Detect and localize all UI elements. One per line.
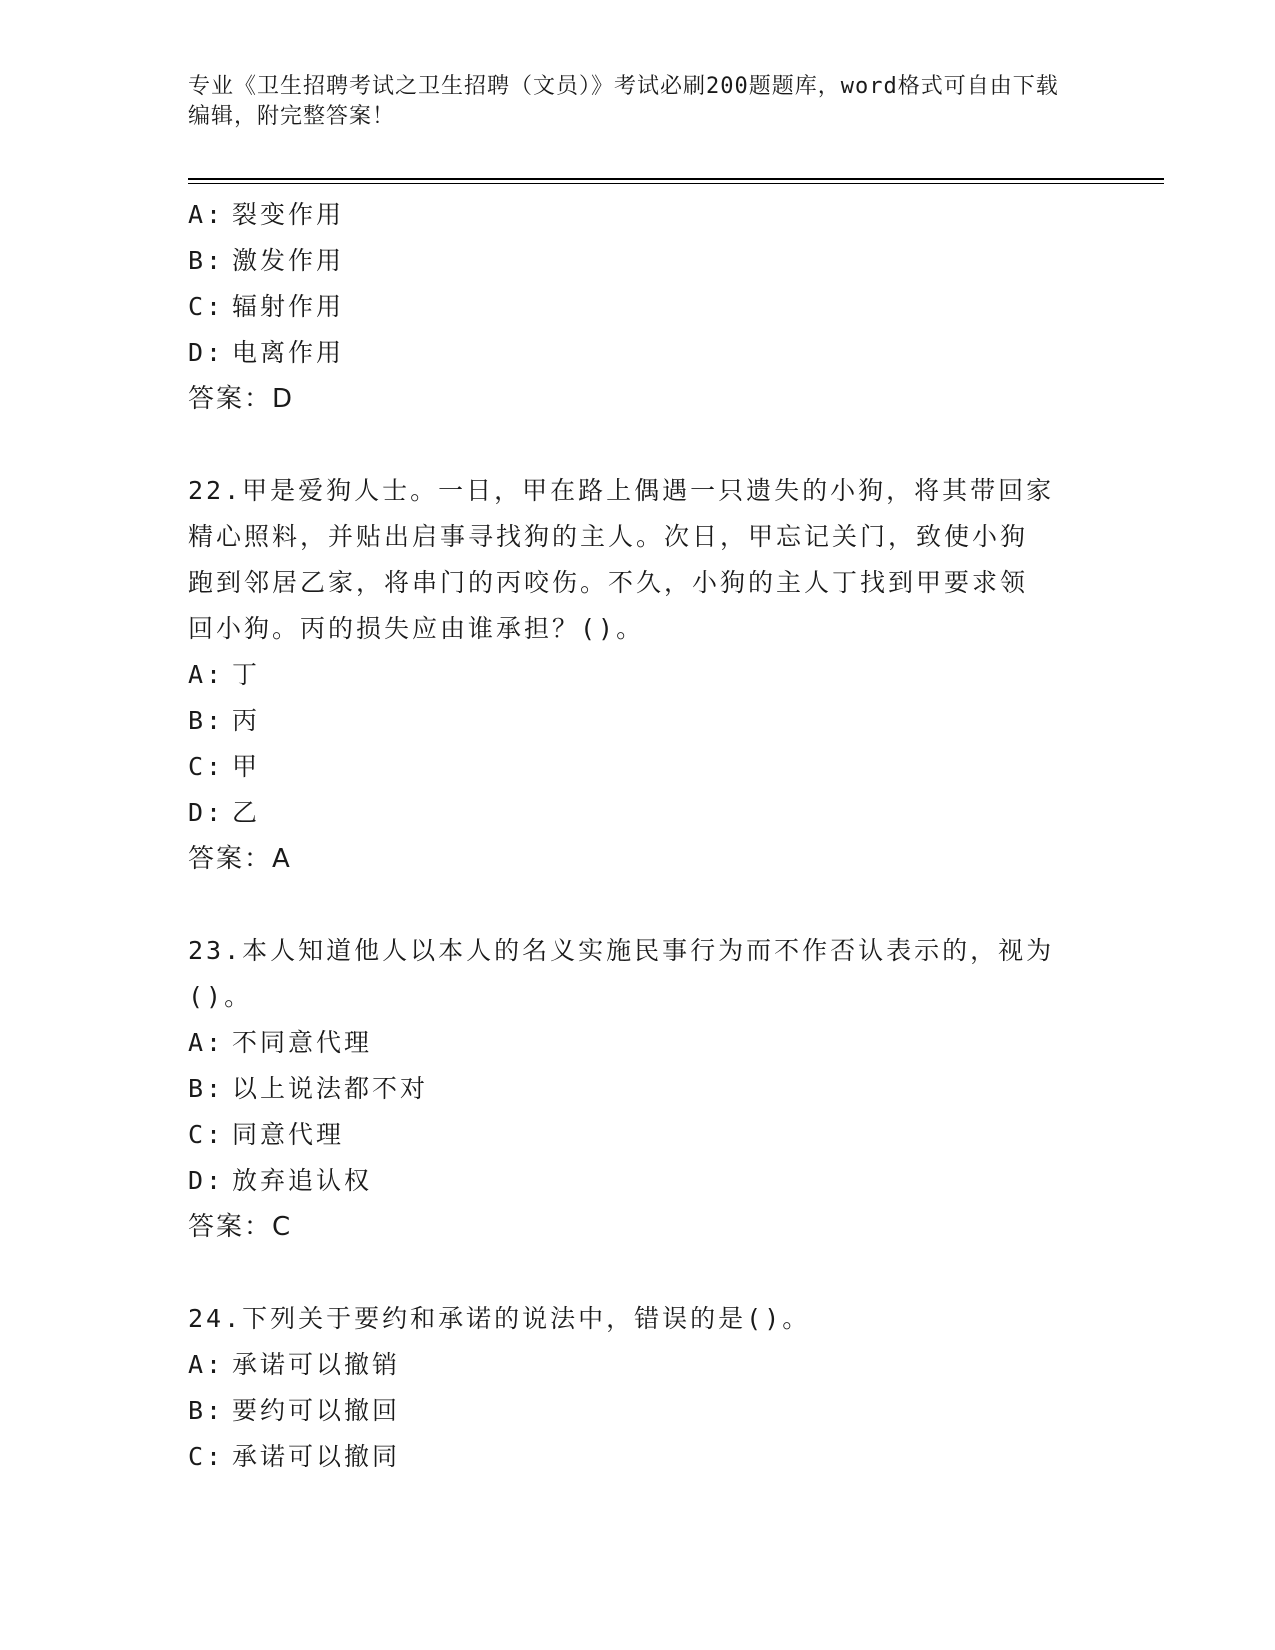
option-text: 同意代理 bbox=[232, 1120, 345, 1149]
question-text-line: 24.下列关于要约和承诺的说法中，错误的是()。 bbox=[188, 1304, 811, 1333]
option-text: 丙 bbox=[232, 706, 261, 735]
option-text: 电离作用 bbox=[232, 338, 345, 367]
option-d bbox=[188, 790, 1088, 836]
answer-line: 答案：A bbox=[188, 844, 292, 874]
option-key: C: bbox=[188, 1442, 225, 1471]
option-key: D: bbox=[188, 1166, 225, 1195]
option-c bbox=[188, 744, 1088, 790]
option-b bbox=[188, 1066, 1088, 1112]
option-key: B: bbox=[188, 1074, 225, 1103]
option-text: 放弃追认权 bbox=[232, 1166, 373, 1195]
option-c bbox=[188, 1112, 1088, 1158]
option-text: 裂变作用 bbox=[232, 200, 345, 229]
option-c bbox=[188, 1434, 1088, 1480]
question-22 bbox=[188, 468, 1088, 882]
option-key: A: bbox=[188, 660, 225, 689]
header-divider-thick bbox=[188, 178, 1164, 180]
option-text: 激发作用 bbox=[232, 246, 345, 275]
header-divider-thin bbox=[188, 183, 1164, 184]
option-key: D: bbox=[188, 338, 225, 367]
option-text: 甲 bbox=[232, 752, 261, 781]
spacer bbox=[188, 1250, 1088, 1296]
question-text-line: 回小狗。丙的损失应由谁承担？()。 bbox=[188, 614, 645, 643]
question-21 bbox=[188, 192, 1088, 422]
option-key: A: bbox=[188, 200, 225, 229]
option-text: 辐射作用 bbox=[232, 292, 345, 321]
option-a bbox=[188, 1020, 1088, 1066]
question-text-line: 22.甲是爱狗人士。一日，甲在路上偶遇一只遗失的小狗，将其带回家 bbox=[188, 476, 1055, 505]
option-text: 要约可以撤回 bbox=[232, 1396, 401, 1425]
answer-line: 答案：D bbox=[188, 384, 295, 414]
option-text: 乙 bbox=[232, 798, 261, 827]
option-text: 不同意代理 bbox=[232, 1028, 373, 1057]
question-list bbox=[188, 192, 1088, 1480]
option-d bbox=[188, 1158, 1088, 1204]
option-key: A: bbox=[188, 1028, 225, 1057]
option-key: B: bbox=[188, 1396, 225, 1425]
option-c bbox=[188, 284, 1088, 330]
question-text-line: 23.本人知道他人以本人的名义实施民事行为而不作否认表示的，视为 bbox=[188, 936, 1055, 965]
question-text-line: ()。 bbox=[188, 982, 253, 1011]
option-a bbox=[188, 652, 1088, 698]
option-b bbox=[188, 1388, 1088, 1434]
option-text: 承诺可以撤销 bbox=[232, 1350, 401, 1379]
option-text: 丁 bbox=[232, 660, 261, 689]
option-a bbox=[188, 1342, 1088, 1388]
option-key: C: bbox=[188, 1120, 225, 1149]
spacer bbox=[188, 882, 1088, 928]
option-key: B: bbox=[188, 246, 225, 275]
option-b bbox=[188, 238, 1088, 284]
option-key: C: bbox=[188, 752, 225, 781]
option-key: A: bbox=[188, 1350, 225, 1379]
option-b bbox=[188, 698, 1088, 744]
option-d bbox=[188, 330, 1088, 376]
spacer bbox=[188, 422, 1088, 468]
question-24 bbox=[188, 1296, 1088, 1480]
question-text-line: 跑到邻居乙家，将串门的丙咬伤。不久，小狗的主人丁找到甲要求领 bbox=[188, 568, 1029, 597]
option-key: D: bbox=[188, 798, 225, 827]
question-23 bbox=[188, 928, 1088, 1250]
option-key: C: bbox=[188, 292, 225, 321]
answer-line: 答案：C bbox=[188, 1212, 293, 1242]
option-key: B: bbox=[188, 706, 225, 735]
question-text-line: 精心照料，并贴出启事寻找狗的主人。次日，甲忘记关门，致使小狗 bbox=[188, 522, 1029, 551]
option-a bbox=[188, 192, 1088, 238]
option-text: 以上说法都不对 bbox=[232, 1074, 429, 1103]
document-header-intro: 专业《卫生招聘考试之卫生招聘（文员）》考试必刷200题题库，word格式可自由下载编辑，附完整答案！ bbox=[188, 74, 1059, 129]
option-text: 承诺可以撤同 bbox=[232, 1442, 401, 1471]
